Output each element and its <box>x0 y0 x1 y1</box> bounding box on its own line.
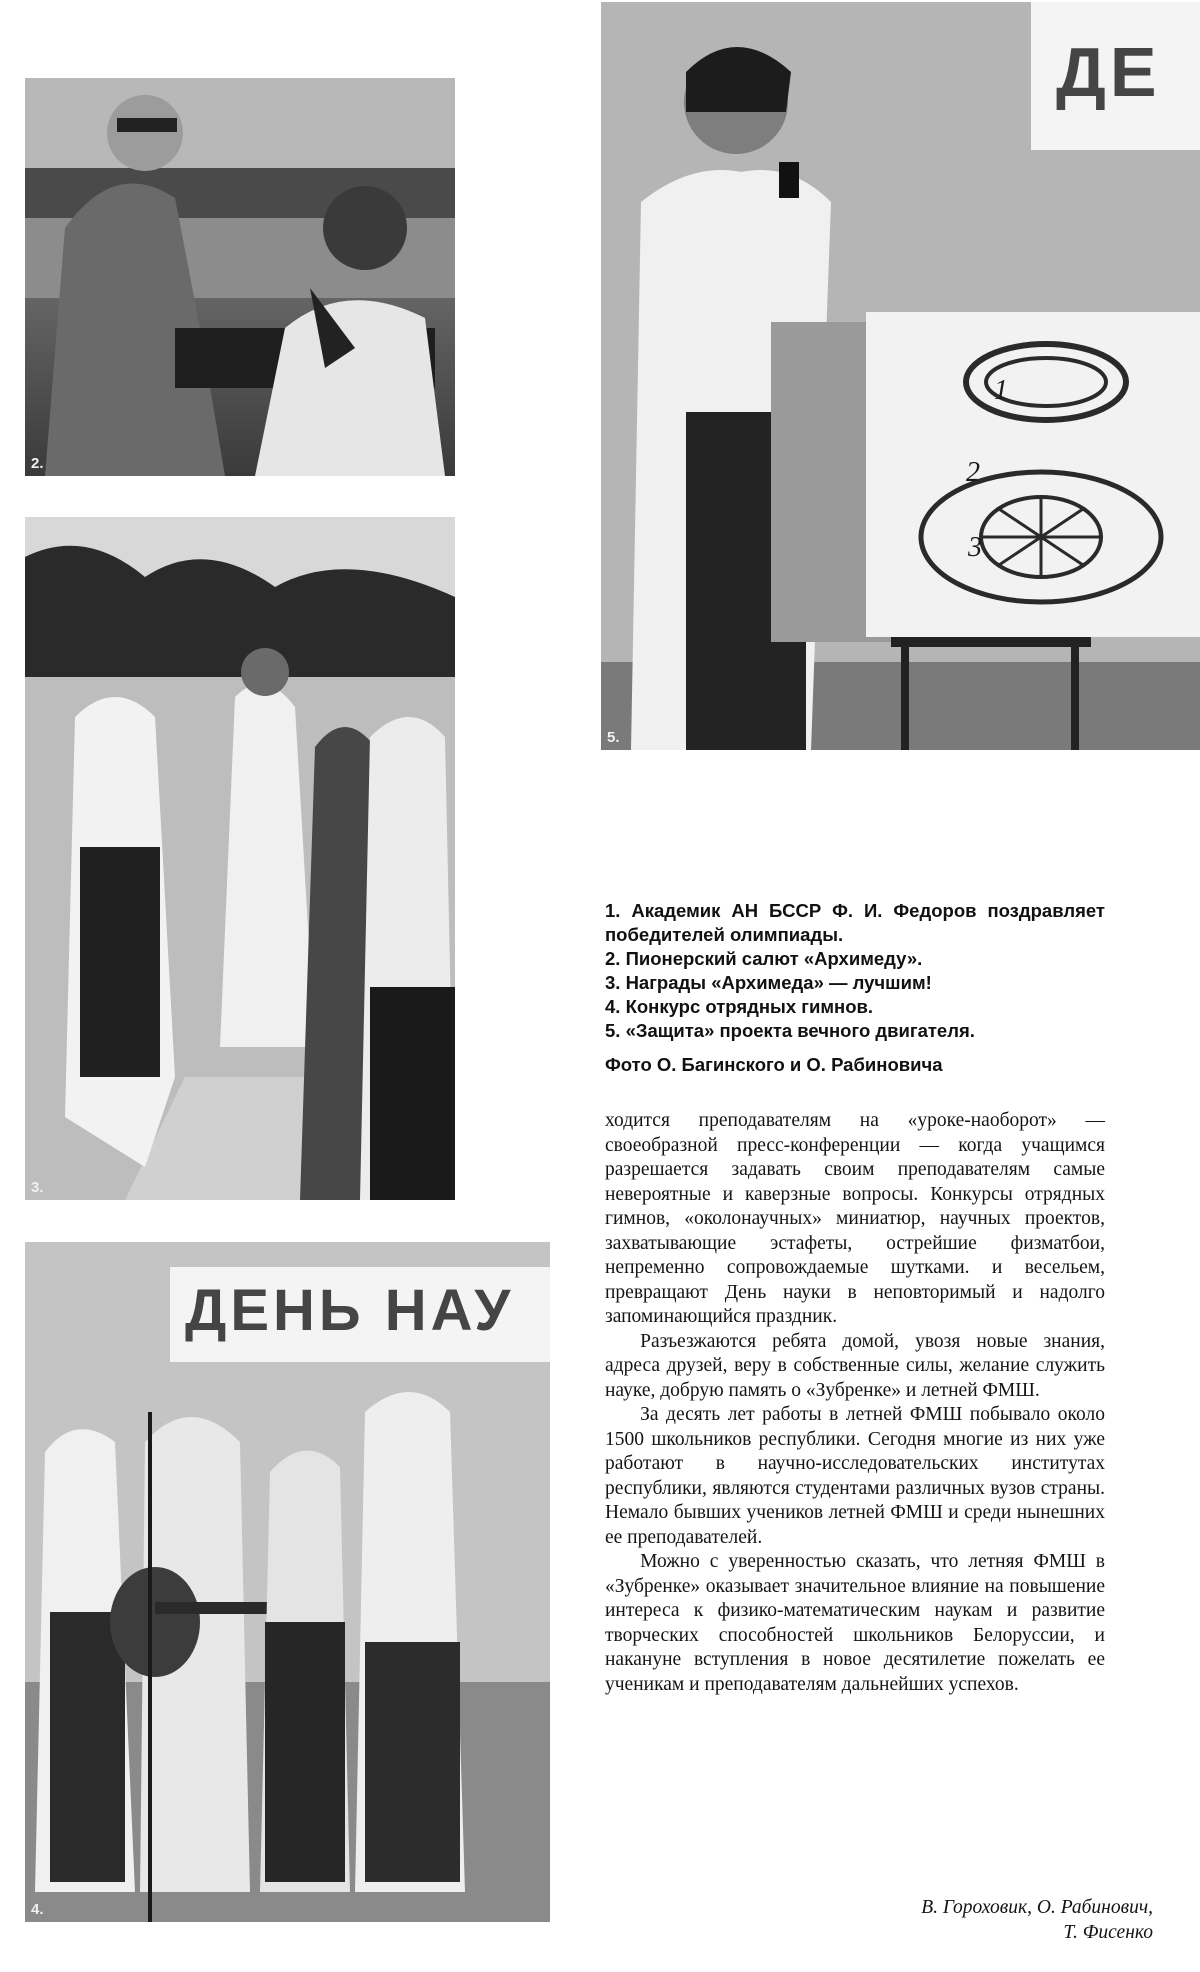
photo-3-image <box>25 517 455 1200</box>
authors-line-1: В. Гороховик, О. Рабинович, <box>921 1897 1153 1918</box>
article-body <box>605 1109 1105 1697</box>
photo-2-image <box>25 78 455 476</box>
photo-4-number: 4. <box>31 1901 44 1918</box>
photo-3 <box>25 517 455 1200</box>
photo-5-number: 5. <box>607 729 620 746</box>
photo-4-image <box>25 1242 550 1922</box>
photo-3-number: 3. <box>31 1179 44 1196</box>
paragraph-1: ходится преподавателям на «уроке-наоборот» — своеобразной пресс-конференции — когда учащимся разрешается задавать своим преподавателям самые невероятные и каверзные вопросы. Конкурсы отрядных гимнов, «околонаучных» миниатюр, научных проектов, захватывающие эстафеты, острейшие физматбои, непременно сопровождаемые шутками. и весельем, превращают День науки в неповторимый и надолго запоминающийся праздник. <box>605 1110 1105 1327</box>
photo-2 <box>25 78 455 476</box>
caption-5: 5. «Защита» проекта вечного двигателя. <box>605 1020 975 1041</box>
diagram-label-2: 2 <box>966 457 980 488</box>
photo-4 <box>25 1242 550 1922</box>
caption-1: 1. Академик АН БССР Ф. И. Федоров поздравляет победителей олимпиады. <box>605 900 1105 945</box>
caption-4: 4. Конкурс отрядных гимнов. <box>605 996 874 1017</box>
author-signature <box>733 1895 1153 1945</box>
photo-captions <box>605 899 1105 1077</box>
paragraph-4: Можно с уверенностью сказать, что летняя ФМШ в «Зубренке» оказывает значительное влияние на повышение интереса к физико-математическим наукам и развитие творческих способностей школьников Белоруссии, и накануне вступления в новое десятилетие пожелать ее ученикам и преподавателям дальнейших успехов. <box>605 1551 1105 1695</box>
diagram-label-1: 1 <box>994 375 1008 406</box>
paragraph-3: За десять лет работы в летней ФМШ побывало около 1500 школьников республики. Сегодня многие из них уже работают в научно-исследовательских институтах республики, являются студентами различных вузов страны. Немало бывших учеников летней ФМШ и среди нынешних ее преподавателей. <box>605 1404 1105 1548</box>
photo-4-banner: ДЕНЬ НАУ <box>185 1278 515 1343</box>
photo-5-banner: ДЕ <box>1056 33 1161 111</box>
authors-line-2: Т. Фисенко <box>1063 1922 1153 1943</box>
photo-5-image <box>601 2 1200 750</box>
caption-3: 3. Награды «Архимеда» — лучшим! <box>605 972 932 993</box>
paragraph-2: Разъезжаются ребята домой, увозя новые знания, адреса друзей, веру в собственные силы, желание служить науке, добрую память о «Зубренке» и летней ФМШ. <box>605 1330 1105 1401</box>
photo-credit: Фото О. Багинского и О. Рабиновича <box>605 1054 943 1075</box>
photo-5 <box>601 2 1200 750</box>
caption-2: 2. Пионерский салют «Архимеду». <box>605 948 923 969</box>
photo-2-number: 2. <box>31 455 44 472</box>
diagram-label-3: 3 <box>968 532 982 563</box>
